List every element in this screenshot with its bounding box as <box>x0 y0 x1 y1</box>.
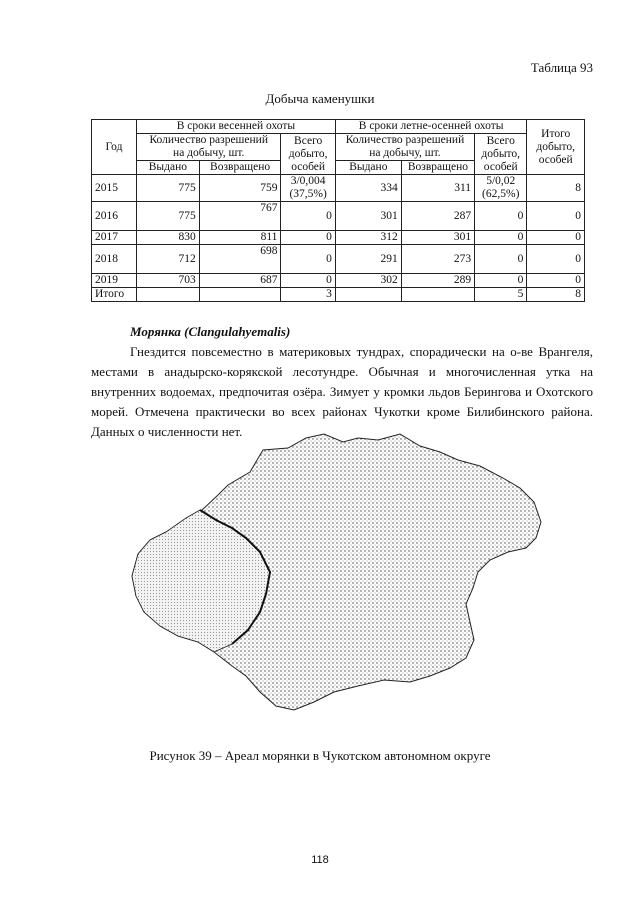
header-row-1 <box>92 120 585 134</box>
cell-spring-killed: 0 <box>281 245 335 274</box>
header-spring-permits <box>137 134 281 161</box>
cell-spring-returned: 687 <box>199 274 281 288</box>
header-spring-permits-line2: на добычу, шт. <box>173 147 245 159</box>
cell-autumn-killed: 0 <box>475 231 527 245</box>
cell-spring-killed <box>281 175 335 202</box>
cell-autumn-killed: 0 <box>475 245 527 274</box>
cell-autumn-issued: 312 <box>335 231 401 245</box>
cell-total: 0 <box>527 245 585 274</box>
cell-empty <box>137 288 200 302</box>
table-title: Добыча каменушки <box>265 91 375 106</box>
header-grand-total-line2: добыто, <box>536 140 576 153</box>
cell-autumn-returned: 301 <box>401 231 474 245</box>
cell-totals-total: 8 <box>527 288 585 302</box>
header-autumn-issued: Выдано <box>335 161 401 175</box>
table-row <box>92 274 585 288</box>
cell-autumn-issued: 301 <box>335 202 401 231</box>
cell-totals-spring-killed: 3 <box>281 288 335 302</box>
cell-empty <box>199 288 281 302</box>
cell-autumn-returned: 311 <box>401 175 474 202</box>
table-number-label: Таблица 93 <box>530 60 593 75</box>
cell-autumn-returned: 289 <box>401 274 474 288</box>
table-row <box>92 202 585 231</box>
header-spring-permits-line1: Количество разрешений <box>149 134 268 146</box>
cell-spring-issued: 775 <box>137 175 200 202</box>
cell-spring-returned: 767 <box>199 202 281 231</box>
cell-spring-killed: 0 <box>281 202 335 231</box>
cell-year: 2016 <box>92 202 137 231</box>
header-autumn-permits-line1: Количество разрешений <box>345 134 465 146</box>
header-spring-total-line1: Всего <box>294 134 323 147</box>
cell-total: 0 <box>527 202 585 231</box>
cell-autumn-killed: 0 <box>475 274 527 288</box>
header-autumn-total-killed <box>475 134 527 175</box>
cell-autumn-killed: 0 <box>475 202 527 231</box>
cell-spring-killed: 0 <box>281 274 335 288</box>
header-autumn-hunt: В сроки летне-осенней охоты <box>335 120 527 134</box>
header-autumn-total-line2: добыто, <box>481 147 521 160</box>
header-autumn-returned: Возвращено <box>401 161 474 175</box>
cell-spring-killed-line2: (37,5%) <box>289 188 327 200</box>
species-paragraph: Гнездится повсеместно в материковых тундрах, спорадически на о-ве Врангеля, местами в анадырско-корякской лесотундре. Обычная и многочисленная утка на внутренних водоемах, предпочитая озёра. Зимует у кромки льдов Берингова и Охотского морей. Отмечена практически во всех районах Чукотки кроме Билибинского района. Данных о численности нет. <box>91 344 593 439</box>
cell-autumn-killed-line1: 5/0,02 <box>486 175 516 187</box>
header-autumn-total-line1: Всего <box>486 134 515 147</box>
cell-year: 2019 <box>92 274 137 288</box>
header-autumn-total-line3: особей <box>483 160 518 173</box>
cell-total: 0 <box>527 231 585 245</box>
cell-year: 2015 <box>92 175 137 202</box>
cell-spring-issued: 712 <box>137 245 200 274</box>
cell-year: 2017 <box>92 231 137 245</box>
header-grand-total-line1: Итого <box>541 127 571 140</box>
cell-autumn-issued: 291 <box>335 245 401 274</box>
cell-spring-killed: 0 <box>281 231 335 245</box>
page-number: 118 <box>311 854 329 866</box>
header-spring-issued: Выдано <box>137 161 200 175</box>
cell-totals-autumn-killed: 5 <box>475 288 527 302</box>
figure-caption: Рисунок 39 – Ареал морянки в Чукотском автономном округе <box>149 748 491 763</box>
cell-autumn-killed-line2: (62,5%) <box>482 188 520 200</box>
header-autumn-permits <box>335 134 474 161</box>
cell-spring-killed-line1: 3/0,004 <box>290 175 326 187</box>
header-spring-total-line3: особей <box>291 160 326 173</box>
harvest-table <box>91 119 585 302</box>
cell-autumn-returned: 287 <box>401 202 474 231</box>
cell-total: 0 <box>527 274 585 288</box>
header-row-2 <box>92 134 585 161</box>
header-grand-total <box>527 120 585 175</box>
totals-row <box>92 288 585 302</box>
cell-autumn-issued: 334 <box>335 175 401 202</box>
range-map <box>128 430 558 720</box>
header-spring-total-killed <box>281 134 335 175</box>
header-spring-total-line2: добыто, <box>288 147 328 160</box>
species-section <box>91 322 593 442</box>
header-spring-hunt: В сроки весенней охоты <box>137 120 336 134</box>
cell-total: 8 <box>527 175 585 202</box>
table-row <box>92 231 585 245</box>
table-row <box>92 245 585 274</box>
cell-autumn-issued: 302 <box>335 274 401 288</box>
cell-empty <box>401 288 474 302</box>
cell-empty <box>335 288 401 302</box>
cell-spring-returned: 759 <box>199 175 281 202</box>
header-grand-total-line3: особей <box>538 153 573 166</box>
species-heading: Морянка (Clangulahyemalis) <box>130 324 291 339</box>
cell-spring-issued: 703 <box>137 274 200 288</box>
cell-spring-issued: 830 <box>137 231 200 245</box>
header-year: Год <box>92 120 137 175</box>
cell-spring-issued: 775 <box>137 202 200 231</box>
cell-year: 2018 <box>92 245 137 274</box>
header-spring-returned: Возвращено <box>199 161 281 175</box>
cell-spring-returned: 698 <box>199 245 281 274</box>
cell-autumn-returned: 273 <box>401 245 474 274</box>
header-autumn-permits-line2: на добычу, шт. <box>369 147 441 159</box>
cell-totals-label: Итого <box>92 288 137 302</box>
table-row <box>92 175 585 202</box>
cell-spring-returned: 811 <box>199 231 281 245</box>
cell-autumn-killed <box>475 175 527 202</box>
